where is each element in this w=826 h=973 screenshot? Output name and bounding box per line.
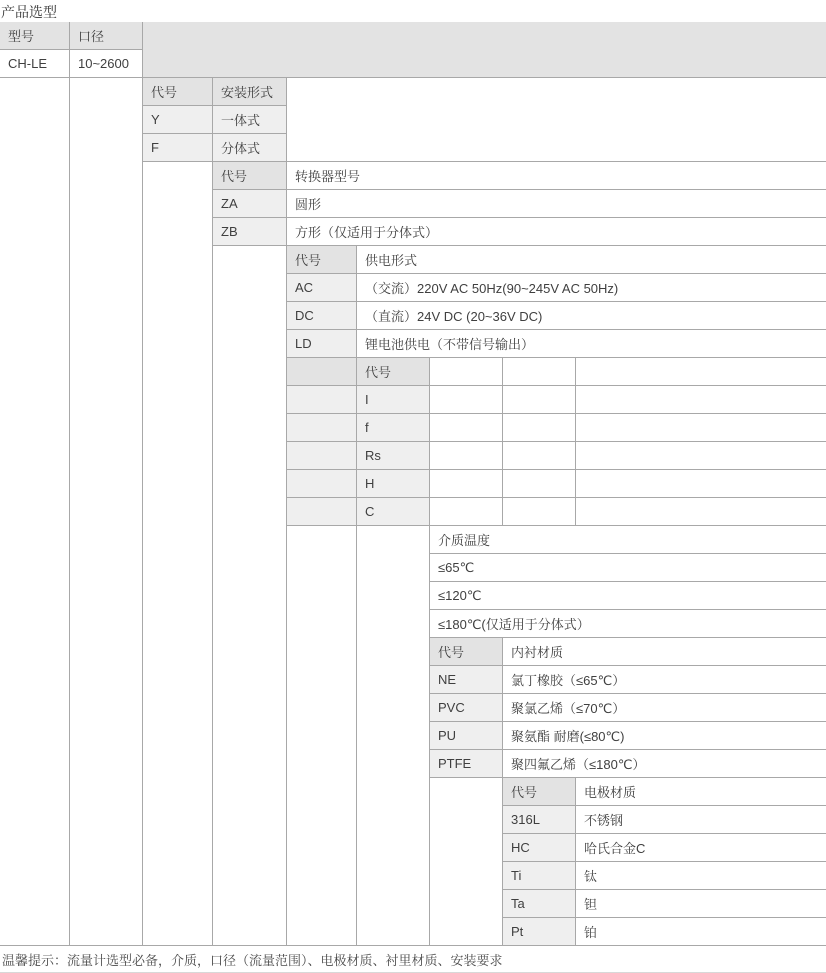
electrode-code-cell: Pt bbox=[503, 918, 576, 946]
converter-name-header-cell: 转换器型号 bbox=[287, 162, 826, 190]
signal-empty-cell bbox=[576, 358, 826, 386]
signal-empty-cell bbox=[503, 414, 576, 442]
signal-empty-cell bbox=[576, 386, 826, 414]
electrode-name-cell: 钽 bbox=[576, 890, 826, 918]
power-name-cell: （交流）220V AC 50Hz(90~245V AC 50Hz) bbox=[357, 274, 826, 302]
electrode-code-cell: Ti bbox=[503, 862, 576, 890]
converter-name-cell: 圆形 bbox=[287, 190, 826, 218]
model-header-cell: 型号 bbox=[0, 22, 70, 50]
signal-empty-cell bbox=[503, 470, 576, 498]
signal-empty-cell bbox=[576, 470, 826, 498]
power-code-header-cell: 代号 bbox=[287, 246, 357, 274]
lining-name-header-cell: 内衬材质 bbox=[503, 638, 826, 666]
signal-empty-cell bbox=[503, 386, 576, 414]
signal-row-spacer-cell bbox=[287, 442, 357, 470]
signal-empty-cell bbox=[430, 414, 503, 442]
converter-column-spacer bbox=[213, 246, 287, 946]
signal-empty-cell bbox=[503, 442, 576, 470]
temperature-left-spacer bbox=[287, 526, 357, 946]
top-spacer-cell bbox=[143, 22, 826, 78]
signal-row-spacer-cell bbox=[287, 498, 357, 526]
converter-code-cell: ZA bbox=[213, 190, 287, 218]
electrode-code-cell: 316L bbox=[503, 806, 576, 834]
power-name-cell: （直流）24V DC (20~36V DC) bbox=[357, 302, 826, 330]
signal-empty-cell bbox=[430, 358, 503, 386]
temperature-value-cell: ≤65℃ bbox=[430, 554, 826, 582]
signal-row-spacer-cell bbox=[287, 470, 357, 498]
signal-empty-cell bbox=[503, 498, 576, 526]
install-name-cell: 一体式 bbox=[213, 106, 287, 134]
install-code-cell: Y bbox=[143, 106, 213, 134]
lining-code-cell: PU bbox=[430, 722, 503, 750]
signal-header-spacer-cell bbox=[287, 358, 357, 386]
converter-name-cell: 方形（仅适用于分体式） bbox=[287, 218, 826, 246]
signal-code-cell: Rs bbox=[357, 442, 430, 470]
lining-name-cell: 聚氨酯 耐磨(≤80℃) bbox=[503, 722, 826, 750]
lining-code-cell: NE bbox=[430, 666, 503, 694]
diameter-value-cell: 10~2600 bbox=[70, 50, 143, 78]
temperature-value-cell: ≤180℃(仅适用于分体式） bbox=[430, 610, 826, 638]
converter-code-header-cell: 代号 bbox=[213, 162, 287, 190]
signal-row-spacer-cell bbox=[287, 414, 357, 442]
install-column-spacer bbox=[143, 162, 213, 946]
install-name-header-cell: 安装形式 bbox=[213, 78, 287, 106]
diameter-header-cell: 口径 bbox=[70, 22, 143, 50]
temperature-header-cell: 介质温度 bbox=[430, 526, 826, 554]
power-name-header-cell: 供电形式 bbox=[357, 246, 826, 274]
electrode-name-header-cell: 电极材质 bbox=[576, 778, 826, 806]
signal-empty-cell bbox=[430, 498, 503, 526]
diameter-column-spacer bbox=[70, 78, 143, 946]
power-name-cell: 锂电池供电（不带信号输出） bbox=[357, 330, 826, 358]
signal-code-cell: C bbox=[357, 498, 430, 526]
power-code-cell: AC bbox=[287, 274, 357, 302]
electrode-code-cell: Ta bbox=[503, 890, 576, 918]
lining-code-cell: PTFE bbox=[430, 750, 503, 778]
lining-code-cell: PVC bbox=[430, 694, 503, 722]
signal-empty-cell bbox=[576, 442, 826, 470]
electrode-name-cell: 铂 bbox=[576, 918, 826, 946]
temperature-left-spacer bbox=[357, 526, 430, 946]
install-right-spacer bbox=[287, 78, 826, 162]
signal-empty-cell bbox=[430, 470, 503, 498]
temperature-value-cell: ≤120℃ bbox=[430, 582, 826, 610]
electrode-code-cell: HC bbox=[503, 834, 576, 862]
lining-name-cell: 聚氯乙烯（≤70℃） bbox=[503, 694, 826, 722]
lining-name-cell: 聚四氟乙烯（≤180℃） bbox=[503, 750, 826, 778]
electrode-name-cell: 不锈钢 bbox=[576, 806, 826, 834]
power-code-cell: DC bbox=[287, 302, 357, 330]
signal-code-header-cell: 代号 bbox=[357, 358, 430, 386]
signal-code-cell: f bbox=[357, 414, 430, 442]
signal-empty-cell bbox=[576, 498, 826, 526]
signal-empty-cell bbox=[576, 414, 826, 442]
note-bar: 温馨提示：流量计选型必备，介质，口径（流量范围）、电极材质、衬里材质、安装要求 bbox=[0, 946, 826, 973]
model-column-spacer bbox=[0, 78, 70, 946]
electrode-name-cell: 钛 bbox=[576, 862, 826, 890]
signal-code-cell: H bbox=[357, 470, 430, 498]
signal-empty-cell bbox=[503, 358, 576, 386]
page-title: 产品选型 bbox=[1, 4, 57, 20]
electrode-code-header-cell: 代号 bbox=[503, 778, 576, 806]
lining-code-header-cell: 代号 bbox=[430, 638, 503, 666]
lining-column-spacer bbox=[430, 778, 503, 946]
signal-empty-cell bbox=[430, 442, 503, 470]
install-name-cell: 分体式 bbox=[213, 134, 287, 162]
install-code-header-cell: 代号 bbox=[143, 78, 213, 106]
lining-name-cell: 氯丁橡胶（≤65℃） bbox=[503, 666, 826, 694]
model-value-cell: CH-LE bbox=[0, 50, 70, 78]
electrode-name-cell: 哈氏合金C bbox=[576, 834, 826, 862]
signal-code-cell: I bbox=[357, 386, 430, 414]
install-code-cell: F bbox=[143, 134, 213, 162]
signal-row-spacer-cell bbox=[287, 386, 357, 414]
converter-code-cell: ZB bbox=[213, 218, 287, 246]
signal-empty-cell bbox=[430, 386, 503, 414]
power-code-cell: LD bbox=[287, 330, 357, 358]
